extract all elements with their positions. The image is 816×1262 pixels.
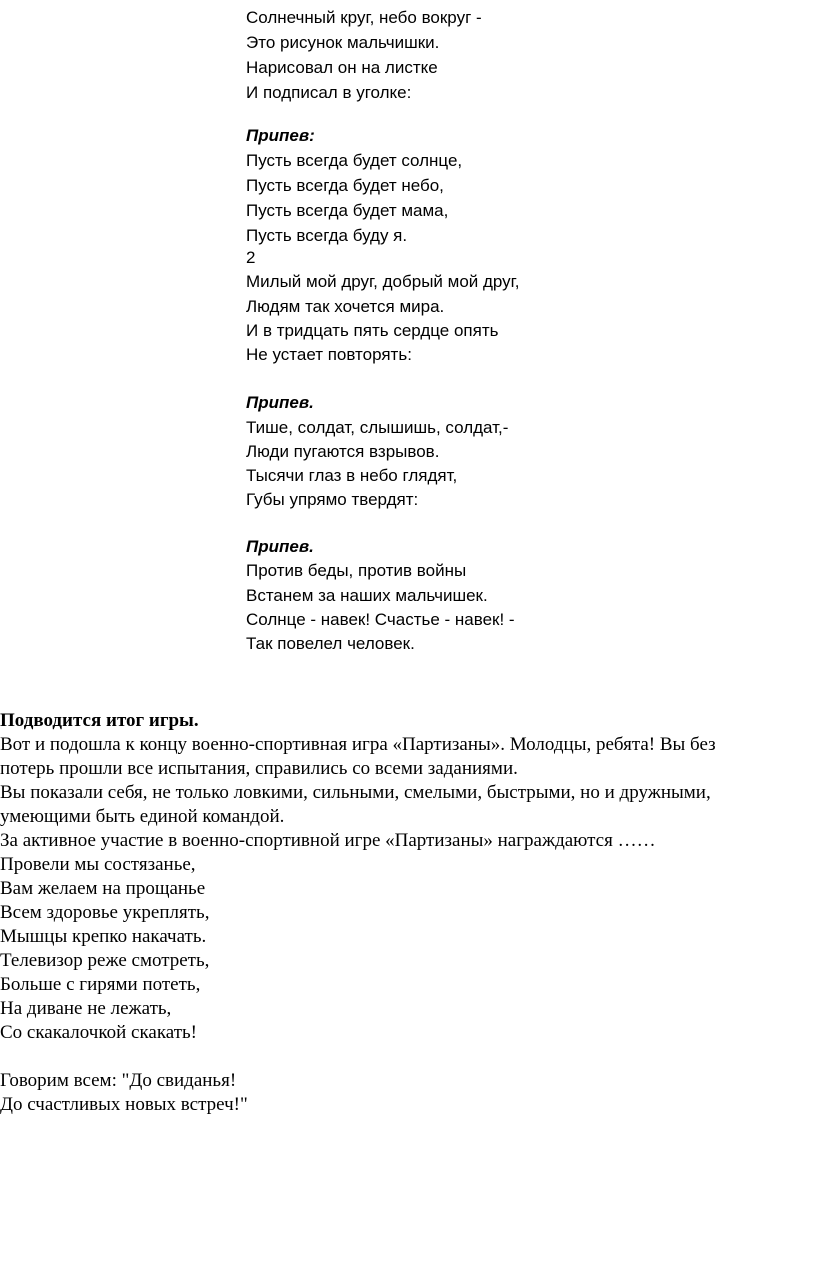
verse-2-line-1: Милый мой друг, добрый мой друг, xyxy=(246,272,520,291)
summary-line-5: За активное участие в военно-спортивной игре «Партизаны» награждаются …… xyxy=(0,830,656,851)
verse-2-line-4: Не устает повторять: xyxy=(246,345,412,364)
verse-3-line-3: Тысячи глаз в небо глядят, xyxy=(246,466,458,485)
poem-line-8: Со скакалочкой скакать! xyxy=(0,1022,197,1043)
chorus-line-1: Пусть всегда будет солнце, xyxy=(246,151,463,170)
verse-3-line-4: Губы упрямо твердят: xyxy=(246,490,419,509)
verse-2-line-2: Людям так хочется мира. xyxy=(246,297,445,316)
summary-heading: Подводится итог игры. xyxy=(0,710,199,731)
verse-1-line-2: Это рисунок мальчишки. xyxy=(246,33,440,52)
poem-line-3: Всем здоровье укреплять, xyxy=(0,902,210,923)
farewell-line-2: До счастливых новых встреч!" xyxy=(0,1094,248,1115)
poem-line-2: Вам желаем на прощанье xyxy=(0,878,206,899)
chorus-line-4: Пусть всегда буду я. xyxy=(246,226,408,245)
verse-2-number: 2 xyxy=(246,248,256,267)
verse-3-line-2: Люди пугаются взрывов. xyxy=(246,442,440,461)
chorus-line-2: Пусть всегда будет небо, xyxy=(246,176,444,195)
summary-line-2: потерь прошли все испытания, справились со всеми заданиями. xyxy=(0,758,518,779)
verse-4-line-3: Солнце - навек! Счастье - навек! - xyxy=(246,610,515,629)
verse-4-line-4: Так повелел человек. xyxy=(246,634,415,653)
summary-line-1: Вот и подошла к концу военно-спортивная игра «Партизаны». Молодцы, ребята! Вы без xyxy=(0,734,716,755)
chorus-2-title: Припев. xyxy=(246,393,314,412)
chorus-line-3: Пусть всегда будет мама, xyxy=(246,201,449,220)
verse-1-line-1: Солнечный круг, небо вокруг - xyxy=(246,8,482,27)
verse-1-line-4: И подписал в уголке: xyxy=(246,83,412,102)
poem-line-5: Телевизор реже смотреть, xyxy=(0,950,210,971)
poem-line-6: Больше с гирями потеть, xyxy=(0,974,201,995)
verse-3-line-1: Тише, солдат, слышишь, солдат,- xyxy=(246,418,509,437)
poem-line-4: Мышцы крепко накачать. xyxy=(0,926,207,947)
chorus-3-title: Припев. xyxy=(246,537,314,556)
poem-line-7: На диване не лежать, xyxy=(0,998,172,1019)
verse-1-line-3: Нарисовал он на листке xyxy=(246,58,438,77)
verse-2-line-3: И в тридцать пять сердце опять xyxy=(246,321,499,340)
summary-line-4: умеющими быть единой командой. xyxy=(0,806,285,827)
verse-4-line-2: Встанем за наших мальчишек. xyxy=(246,586,488,605)
summary-line-3: Вы показали себя, не только ловкими, сильными, смелыми, быстрыми, но и дружными, xyxy=(0,782,711,803)
chorus-1-title: Припев: xyxy=(246,126,315,145)
verse-4-line-1: Против беды, против войны xyxy=(246,561,467,580)
farewell-line-1: Говорим всем: "До свиданья! xyxy=(0,1070,237,1091)
poem-line-1: Провели мы состязанье, xyxy=(0,854,196,875)
